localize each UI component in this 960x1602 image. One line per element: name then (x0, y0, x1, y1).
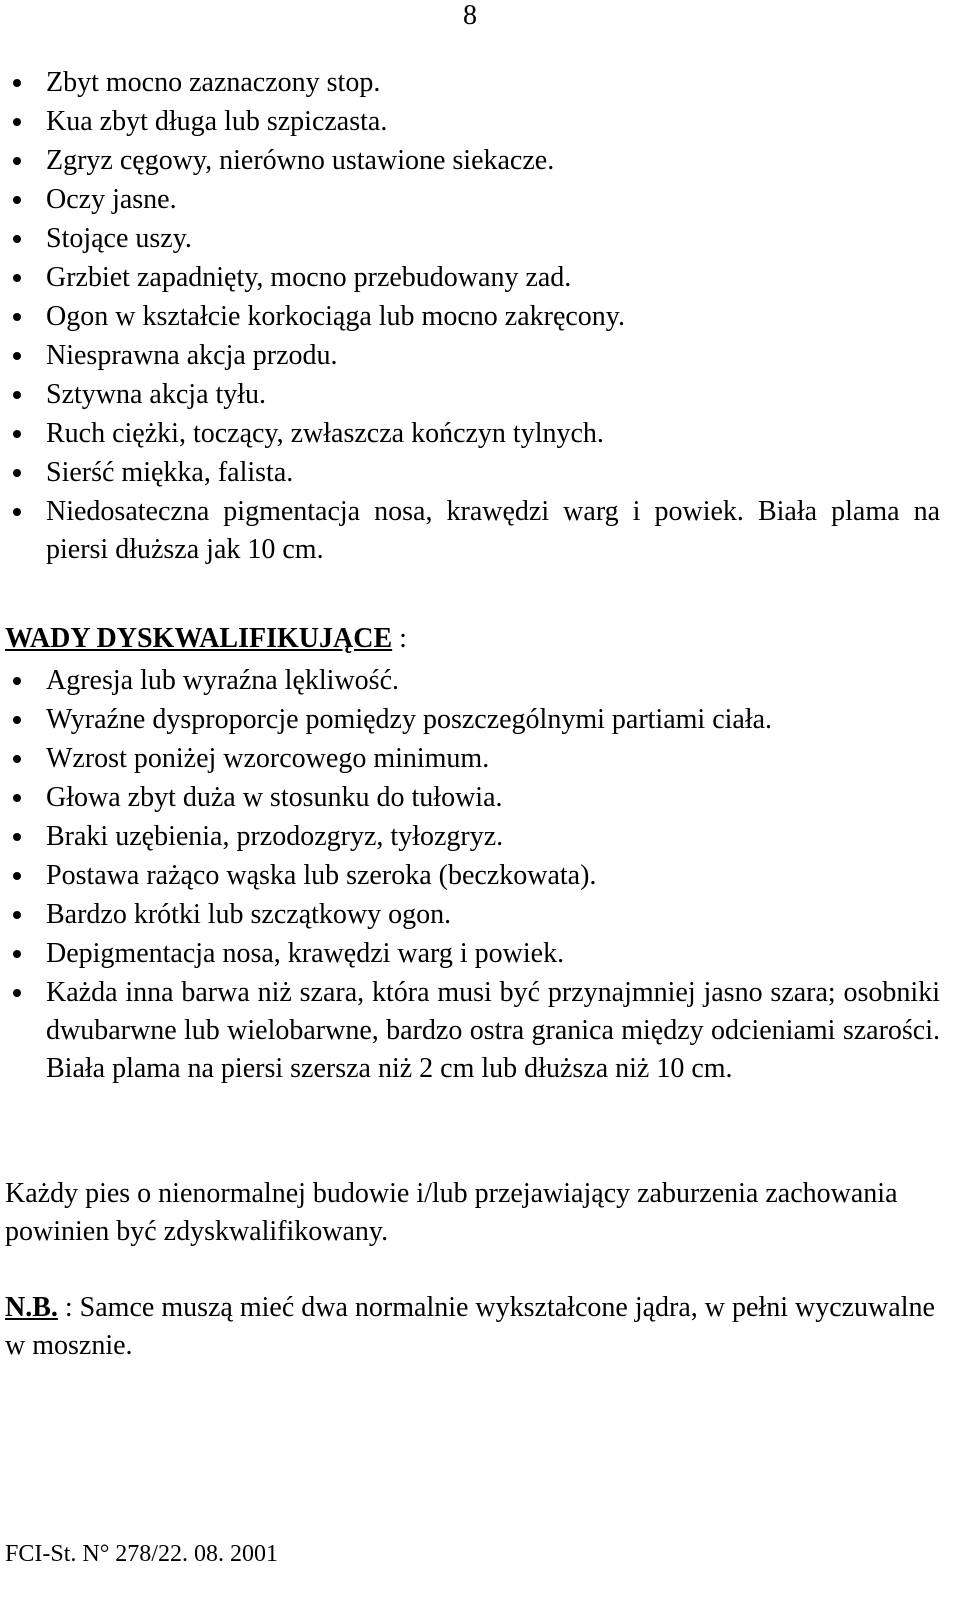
bullet-icon (13, 833, 21, 841)
bullet-icon (13, 794, 21, 802)
bullet-icon (13, 352, 21, 360)
bullet-icon (13, 274, 21, 282)
disqualifying-text: Bardzo krótki lub szczątkowy ogon. (46, 899, 452, 930)
list-item (0, 662, 940, 700)
list-item (0, 298, 940, 336)
list-item (0, 376, 940, 414)
fault-text: Zbyt mocno zaznaczony stop. (46, 67, 381, 98)
disqualifying-text: Depigmentacja nosa, krawędzi warg i powiek. (46, 938, 565, 969)
bullet-icon (13, 755, 21, 763)
bullet-icon (13, 118, 21, 126)
list-item (0, 896, 940, 934)
fault-text: Niesprawna akcja przodu. (46, 340, 338, 371)
list-item (0, 493, 940, 569)
bullet-icon (13, 391, 21, 399)
bullet-icon (13, 508, 21, 516)
list-item (0, 974, 940, 1088)
fault-text: Niedosateczna pigmentacja nosa, krawędzi warg i powiek. Biała plama na piersi dłuższa jak 10 cm. (46, 496, 940, 565)
disqualifying-text: Głowa zbyt duża w stosunku do tułowia. (46, 782, 503, 813)
list-item (0, 818, 940, 856)
disqualifying-text: Wyraźne dysproporcje pomiędzy poszczególnymi partiami ciała. (46, 704, 773, 735)
nb-paragraph (5, 1289, 940, 1365)
list-item (0, 259, 940, 297)
fault-text: Sierść miękka, falista. (46, 457, 294, 488)
bullet-icon (13, 989, 21, 997)
bullet-icon (13, 430, 21, 438)
list-item (0, 415, 940, 453)
disqualifying-heading-suffix: : (392, 623, 407, 654)
list-item (0, 454, 940, 492)
list-item (0, 181, 940, 219)
disqualifying-text: Każda inna barwa niż szara, która musi być przynajmniej jasno szara; osobniki dwubarwne lub wielobarwne, bardzo ostra granica między odcieniami szarości. Biała plama na piersi szersza niż 2 cm lub dłuższa niż 10 cm. (46, 977, 940, 1084)
bullet-icon (13, 157, 21, 165)
fault-text: Zgryz cęgowy, nierówno ustawione siekacze. (46, 145, 555, 176)
disqualifying-heading (5, 620, 407, 658)
page-number: 8 (463, 0, 477, 31)
list-item (0, 857, 940, 895)
list-item (0, 142, 940, 180)
bullet-icon (13, 950, 21, 958)
bullet-icon (13, 235, 21, 243)
fault-text: Ruch ciężki, toczący, zwłaszcza kończyn tylnych. (46, 418, 604, 449)
fault-text: Kua zbyt długa lub szpiczasta. (46, 106, 388, 137)
faults-list (0, 64, 940, 570)
nb-label: N.B. (5, 1292, 58, 1323)
list-item (0, 337, 940, 375)
footer-reference: FCI-St. N° 278/22. 08. 2001 (5, 1541, 278, 1567)
fault-text: Ogon w kształcie korkociąga lub mocno zakręcony. (46, 301, 625, 332)
bullet-icon (13, 79, 21, 87)
fault-text: Sztywna akcja tyłu. (46, 379, 267, 410)
bullet-icon (13, 196, 21, 204)
disqualifying-text: Postawa rażąco wąska lub szeroka (beczkowata). (46, 860, 597, 891)
bullet-icon (13, 677, 21, 685)
list-item (0, 64, 940, 102)
fault-text: Stojące uszy. (46, 223, 192, 254)
list-item (0, 740, 940, 778)
list-item (0, 935, 940, 973)
list-item (0, 103, 940, 141)
bullet-icon (13, 469, 21, 477)
fault-text: Oczy jasne. (46, 184, 177, 215)
disqualifying-text: Wzrost poniżej wzorcowego minimum. (46, 743, 490, 774)
bullet-icon (13, 872, 21, 880)
disqualifying-heading-text: WADY DYSKWALIFIKUJĄCE (5, 623, 393, 654)
disqualifying-text: Braki uzębienia, przodozgryz, tyłozgryz. (46, 821, 504, 852)
list-item (0, 220, 940, 258)
disqualifying-list (0, 662, 940, 1089)
list-item (0, 779, 940, 817)
bullet-icon (13, 313, 21, 321)
fault-text: Grzbiet zapadnięty, mocno przebudowany zad. (46, 262, 572, 293)
list-item (0, 701, 940, 739)
bullet-icon (13, 911, 21, 919)
behaviour-paragraph: Każdy pies o nienormalnej budowie i/lub przejawiający zaburzenia zachowania powinien być zdyskwalifikowany. (5, 1178, 898, 1247)
bullet-icon (13, 716, 21, 724)
nb-text: : Samce muszą mieć dwa normalnie wykształcone jądra, w pełni wyczuwalne w mosznie. (5, 1292, 935, 1361)
disqualifying-text: Agresja lub wyraźna lękliwość. (46, 665, 399, 696)
